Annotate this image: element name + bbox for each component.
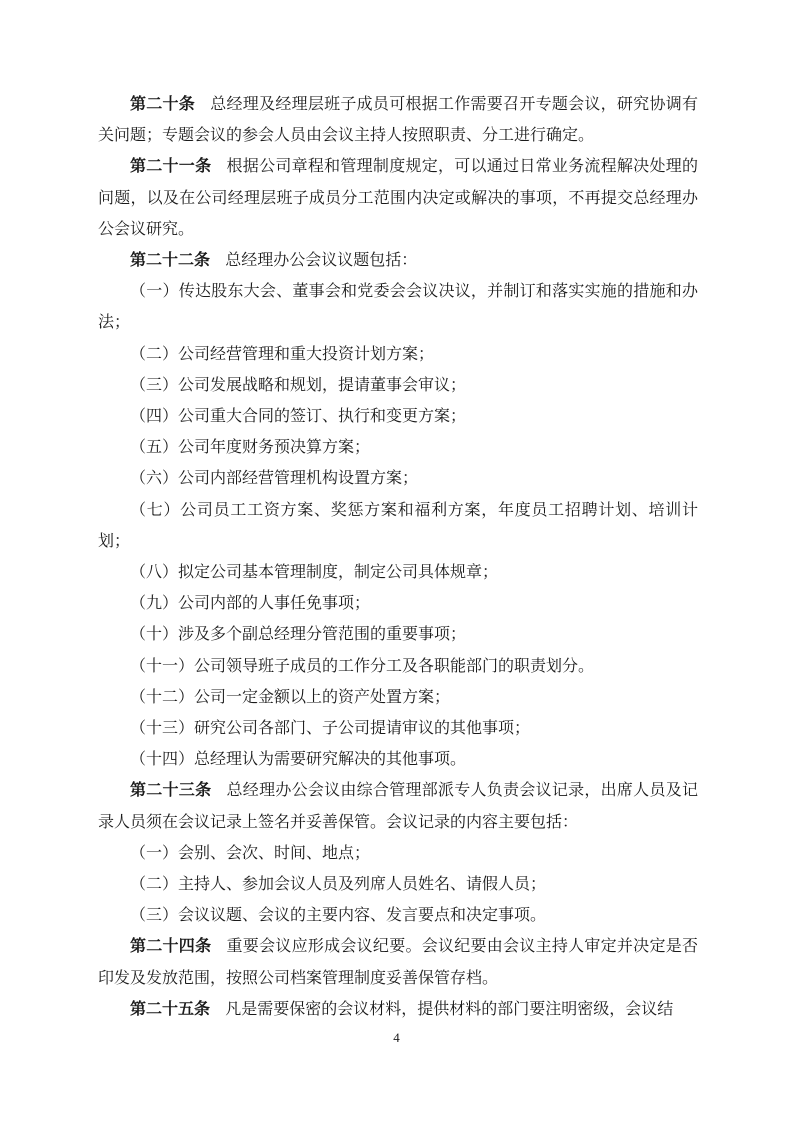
paragraph [98, 495, 698, 557]
paragraph-text: （十二）公司一定金额以上的资产处置方案； [130, 688, 451, 706]
paragraph [98, 276, 698, 338]
paragraph [98, 682, 698, 713]
paragraph-text: （八）拟定公司基本管理制度，制定公司具体规章； [130, 564, 499, 582]
paragraph-text: （一）传达股东大会、董事会和党委会会议决议，并制订和落实实施的措施和办法； [98, 283, 698, 332]
paragraph [98, 713, 698, 744]
document-body [98, 89, 698, 1025]
paragraph-text: （十）涉及多个副总经理分管范围的重要事项； [130, 626, 467, 644]
paragraph-text: （四）公司重大合同的签订、执行和变更方案； [130, 408, 467, 426]
paragraph [98, 245, 698, 276]
paragraph-text: 总经理办公会议议题包括： [225, 252, 418, 270]
paragraph-text: 重要会议应形成会议纪要。会议纪要由会议主持人审定并决定是否印发及发放范围，按照公司档案管理制度妥善保管存档。 [98, 938, 698, 987]
paragraph [98, 931, 698, 993]
paragraph-text: （三）公司发展战略和规划，提请董事会审议； [130, 376, 467, 394]
article-label: 第二十五条 [130, 1000, 211, 1018]
paragraph-text: 总经理及经理层班子成员可根据工作需要召开专题会议，研究协调有关问题；专题会议的参会人员由会议主持人按照职责、分工进行确定。 [98, 96, 698, 145]
paragraph-text: （七）公司员工工资方案、奖惩方案和福利方案，年度员工招聘计划、培训计划； [98, 501, 698, 550]
paragraph [98, 744, 698, 775]
paragraph [98, 651, 698, 682]
paragraph-text: （一）会别、会次、时间、地点； [130, 844, 371, 862]
article-label: 第二十条 [130, 96, 196, 113]
article-label: 第二十一条 [130, 158, 212, 176]
page-number: 4 [393, 1030, 400, 1045]
article-label: 第二十二条 [130, 252, 211, 270]
paragraph-text: （十三）研究公司各部门、子公司提请审议的其他事项； [130, 720, 531, 738]
paragraph [98, 89, 698, 151]
paragraph-text: （十四）总经理认为需要研究解决的其他事项。 [130, 751, 467, 769]
paragraph [98, 463, 698, 494]
paragraph [98, 900, 698, 931]
paragraph-text: 根据公司章程和管理制度规定，可以通过日常业务流程解决处理的问题，以及在公司经理层班子成员分工范围内决定或解决的事项，不再提交总经理办公会议研究。 [98, 158, 698, 238]
paragraph [98, 557, 698, 588]
paragraph [98, 401, 698, 432]
paragraph-text: （二）公司经营管理和重大投资计划方案； [130, 345, 435, 363]
paragraph [98, 339, 698, 370]
paragraph-text: 凡是需要保密的会议材料，提供材料的部门要注明密级，会议结 [225, 1000, 674, 1018]
paragraph [98, 588, 698, 619]
paragraph-text: 总经理办公会议由综合管理部派专人负责会议记录，出席人员及记录人员须在会议记录上签名并妥善保管。会议记录的内容主要包括： [98, 782, 698, 831]
paragraph [98, 838, 698, 869]
article-label: 第二十三条 [130, 782, 212, 800]
article-label: 第二十四条 [130, 938, 212, 956]
paragraph-text: （五）公司年度财务预决算方案； [130, 439, 371, 457]
paragraph [98, 994, 698, 1025]
paragraph-text: （九）公司内部的人事任免事项； [130, 595, 371, 613]
paragraph-text: （六）公司内部经营管理机构设置方案； [130, 470, 419, 488]
paragraph [98, 619, 698, 650]
paragraph-text: （三）会议议题、会议的主要内容、发言要点和决定事项。 [130, 907, 547, 925]
paragraph [98, 432, 698, 463]
paragraph [98, 151, 698, 245]
paragraph-text: （十一）公司领导班子成员的工作分工及各职能部门的职责划分。 [130, 657, 595, 675]
paragraph-text: （二）主持人、参加会议人员及列席人员姓名、请假人员； [130, 876, 547, 894]
paragraph [98, 775, 698, 837]
paragraph [98, 869, 698, 900]
paragraph [98, 370, 698, 401]
